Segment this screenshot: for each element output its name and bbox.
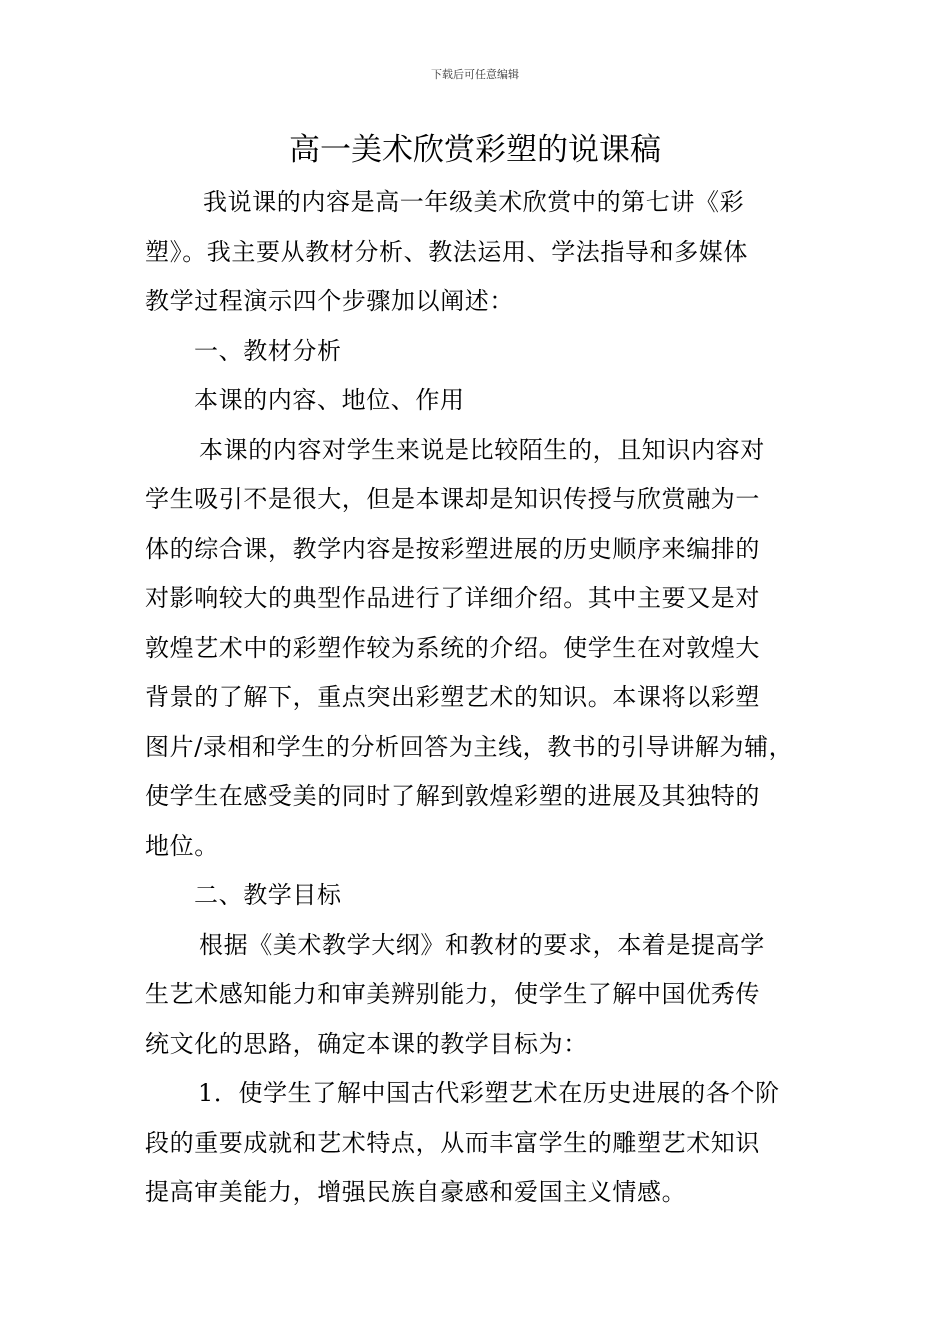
document-title: 高一美术欣赏彩塑的说课稿 xyxy=(289,132,661,168)
text-line: 生艺术感知能力和审美辨别能力，使学生了解中国优秀传 xyxy=(145,980,760,1008)
text-line: 教学过程演示四个步骤加以阐述： xyxy=(145,287,514,315)
text-line: 塑》。我主要从教材分析、教法运用、学法指导和多媒体 xyxy=(145,237,748,266)
text-line: 学生吸引不是很大，但是本课却是知识传授与欣赏融为一 xyxy=(145,485,760,513)
header-note: 下载后可任意编辑 xyxy=(431,68,519,81)
text-line: 地位。 xyxy=(145,831,219,860)
document-body xyxy=(145,178,835,1218)
text-line: 使学生在感受美的同时了解到敦煌彩塑的进展及其独特的 xyxy=(145,782,760,810)
text-line: 对影响较大的典型作品进行了详细介绍。其中主要又是对 xyxy=(145,584,760,612)
text-line: 敦煌艺术中的彩塑作较为系统的介绍。使学生在对敦煌大 xyxy=(145,633,760,662)
text-line: 图片/录相和学生的分析回答为主线，教书的引导讲解为辅， xyxy=(145,732,794,761)
text-line: 本课的内容对学生来说是比较陌生的，且知识内容对 xyxy=(199,435,765,464)
text-line: 统文化的思路，确定本课的教学目标为： xyxy=(145,1029,588,1058)
text-line: 段的重要成就和艺术特点，从而丰富学生的雕塑艺术知识 xyxy=(145,1128,760,1157)
text-line: 根据《美术教学大纲》和教材的要求，本着是提高学 xyxy=(199,930,765,959)
text-line: 背景的了解下，重点突出彩塑艺术的知识。本课将以彩塑 xyxy=(145,683,760,711)
subheading: 本课的内容、地位、作用 xyxy=(194,386,465,414)
text-line: 我说课的内容是高一年级美术欣赏中的第七讲《彩 xyxy=(203,188,745,216)
section-heading: 二、教学目标 xyxy=(194,881,342,909)
list-item: 1．使学生了解中国古代彩塑艺术在历史进展的各个阶 xyxy=(198,1079,780,1107)
section-heading: 一、教材分析 xyxy=(194,336,342,365)
text-line: 提高审美能力，增强民族自豪感和爱国主义情感。 xyxy=(145,1178,687,1206)
text-line: 体的综合课，教学内容是按彩塑进展的历史顺序来编排的 xyxy=(145,534,760,563)
